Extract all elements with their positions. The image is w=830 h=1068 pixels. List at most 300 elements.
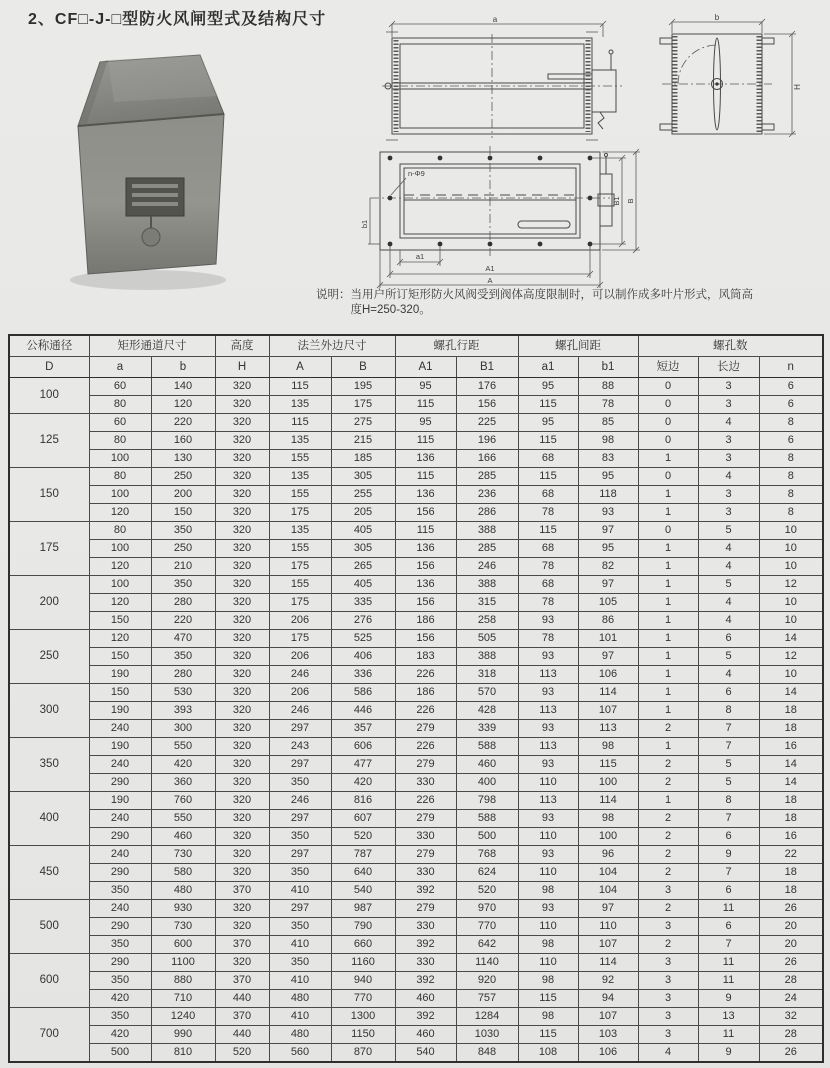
table-cell: 320	[215, 414, 269, 432]
table-cell: 286	[456, 504, 518, 522]
table-cell: 12	[759, 576, 823, 594]
table-cell: 642	[456, 936, 518, 954]
diameter-cell: 300	[9, 684, 89, 738]
table-cell: 100	[89, 576, 151, 594]
table-cell: 176	[456, 378, 518, 396]
table-cell: 279	[395, 846, 456, 864]
table-cell: 11	[698, 1026, 759, 1044]
table-row	[9, 702, 823, 720]
table-cell: 120	[151, 396, 215, 414]
table-row	[9, 738, 823, 756]
table-cell: 550	[151, 738, 215, 756]
table-cell: 320	[215, 558, 269, 576]
table-cell: 1160	[331, 954, 395, 972]
table-cell: 113	[518, 666, 578, 684]
table-cell: 26	[759, 900, 823, 918]
table-cell: 95	[518, 414, 578, 432]
table-cell: 320	[215, 918, 269, 936]
note-label: 说明：	[316, 289, 351, 301]
table-cell: 10	[759, 522, 823, 540]
table-row	[9, 1026, 823, 1044]
table-cell: 480	[269, 990, 331, 1008]
table-cell: 392	[395, 1008, 456, 1026]
table-cell: 246	[269, 702, 331, 720]
table-cell: 2	[638, 900, 698, 918]
table-cell: 279	[395, 720, 456, 738]
table-cell: 95	[578, 468, 638, 486]
table-cell: 370	[215, 1008, 269, 1026]
table-cell: 279	[395, 756, 456, 774]
table-cell: 370	[215, 972, 269, 990]
table-cell: 107	[578, 936, 638, 954]
table-cell: 96	[578, 846, 638, 864]
table-cell: 60	[89, 414, 151, 432]
table-cell: 420	[89, 1026, 151, 1044]
table-cell: 290	[89, 918, 151, 936]
table-cell: 320	[215, 720, 269, 738]
table-cell: 226	[395, 666, 456, 684]
column-header: 短边	[638, 357, 698, 378]
table-cell: 110	[518, 774, 578, 792]
section-view-drawing	[638, 14, 810, 150]
table-cell: 540	[331, 882, 395, 900]
table-cell: 225	[456, 414, 518, 432]
table-cell: 80	[89, 432, 151, 450]
table-cell: 2	[638, 810, 698, 828]
table-cell: 880	[151, 972, 215, 990]
table-cell: 290	[89, 864, 151, 882]
table-cell: 68	[518, 450, 578, 468]
table-cell: 588	[456, 810, 518, 828]
table-cell: 190	[89, 738, 151, 756]
table-cell: 2	[638, 774, 698, 792]
table-row	[9, 756, 823, 774]
table-cell: 279	[395, 900, 456, 918]
table-cell: 100	[578, 828, 638, 846]
table-cell: 870	[331, 1044, 395, 1063]
table-cell: 20	[759, 918, 823, 936]
table-cell: 3	[698, 450, 759, 468]
table-cell: 276	[331, 612, 395, 630]
table-cell: 183	[395, 648, 456, 666]
table-cell: 350	[89, 1008, 151, 1026]
table-cell: 10	[759, 666, 823, 684]
table-cell: 2	[638, 846, 698, 864]
table-cell: 330	[395, 918, 456, 936]
table-cell: 9	[698, 990, 759, 1008]
table-cell: 14	[759, 684, 823, 702]
table-cell: 115	[395, 432, 456, 450]
table-cell: 350	[151, 648, 215, 666]
table-cell: 320	[215, 900, 269, 918]
table-cell: 156	[395, 594, 456, 612]
table-row	[9, 864, 823, 882]
table-cell: 8	[759, 486, 823, 504]
table-cell: 60	[89, 378, 151, 396]
table-cell: 4	[698, 558, 759, 576]
table-row	[9, 774, 823, 792]
table-cell: 86	[578, 612, 638, 630]
table-cell: 26	[759, 954, 823, 972]
table-cell: 320	[215, 666, 269, 684]
table-cell: 320	[215, 648, 269, 666]
table-cell: 5	[698, 576, 759, 594]
table-cell: 790	[331, 918, 395, 936]
table-cell: 11	[698, 900, 759, 918]
table-cell: 258	[456, 612, 518, 630]
table-cell: 0	[638, 468, 698, 486]
table-cell: 920	[456, 972, 518, 990]
table-cell: 540	[395, 1044, 456, 1063]
table-cell: 93	[518, 810, 578, 828]
table-cell: 92	[578, 972, 638, 990]
table-cell: 150	[89, 648, 151, 666]
hole-count-label: n-Φ9	[408, 169, 425, 178]
table-cell: 18	[759, 864, 823, 882]
diameter-cell: 175	[9, 522, 89, 576]
table-cell: 480	[151, 882, 215, 900]
diameter-cell: 400	[9, 792, 89, 846]
note-text	[351, 288, 754, 318]
table-cell: 4	[698, 666, 759, 684]
table-cell: 104	[578, 882, 638, 900]
column-group-header: 螺孔数	[638, 335, 823, 357]
table-cell: 11	[698, 954, 759, 972]
table-cell: 106	[578, 1044, 638, 1063]
table-cell: 10	[759, 558, 823, 576]
table-cell: 103	[578, 1026, 638, 1044]
table-cell: 120	[89, 594, 151, 612]
table-cell: 236	[456, 486, 518, 504]
table-cell: 550	[151, 810, 215, 828]
table-cell: 339	[456, 720, 518, 738]
table-cell: 113	[578, 720, 638, 738]
table-cell: 350	[269, 864, 331, 882]
table-cell: 12	[759, 648, 823, 666]
column-header: b1	[578, 357, 638, 378]
table-cell: 185	[331, 450, 395, 468]
table-cell: 290	[89, 774, 151, 792]
table-cell: 186	[395, 612, 456, 630]
table-cell: 115	[395, 468, 456, 486]
table-row	[9, 684, 823, 702]
table-cell: 115	[395, 396, 456, 414]
table-cell: 770	[331, 990, 395, 1008]
table-cell: 98	[578, 432, 638, 450]
table-cell: 1	[638, 666, 698, 684]
table-cell: 3	[638, 1026, 698, 1044]
table-cell: 78	[578, 396, 638, 414]
table-cell: 156	[395, 504, 456, 522]
table-row	[9, 972, 823, 990]
table-cell: 93	[518, 846, 578, 864]
table-cell: 330	[395, 774, 456, 792]
table-cell: 115	[518, 468, 578, 486]
table-cell: 1	[638, 630, 698, 648]
table-cell: 80	[89, 396, 151, 414]
table-cell: 405	[331, 522, 395, 540]
column-header: H	[215, 357, 269, 378]
table-row	[9, 576, 823, 594]
table-cell: 320	[215, 450, 269, 468]
table-cell: 156	[395, 630, 456, 648]
table-cell: 118	[578, 486, 638, 504]
spring-squiggle	[598, 112, 604, 129]
table-cell: 470	[151, 630, 215, 648]
dim-label-a1: a1	[415, 252, 425, 261]
table-cell: 68	[518, 540, 578, 558]
table-cell: 1	[638, 486, 698, 504]
column-group-header: 高度	[215, 335, 269, 357]
table-cell: 285	[456, 540, 518, 558]
table-cell: 206	[269, 648, 331, 666]
table-cell: 13	[698, 1008, 759, 1026]
table-cell: 0	[638, 414, 698, 432]
table-cell: 93	[518, 756, 578, 774]
table-row	[9, 792, 823, 810]
table-cell: 115	[269, 378, 331, 396]
table-cell: 420	[151, 756, 215, 774]
table-cell: 320	[215, 432, 269, 450]
dimension-table	[8, 334, 824, 1063]
table-cell: 93	[578, 504, 638, 522]
table-cell: 136	[395, 540, 456, 558]
table-cell: 400	[456, 774, 518, 792]
table-cell: 336	[331, 666, 395, 684]
table-cell: 335	[331, 594, 395, 612]
handle-bracket	[600, 174, 612, 226]
table-cell: 190	[89, 666, 151, 684]
table-cell: 607	[331, 810, 395, 828]
table-cell: 114	[578, 684, 638, 702]
table-cell: 114	[578, 792, 638, 810]
table-cell: 3	[638, 954, 698, 972]
table-cell: 350	[269, 828, 331, 846]
table-cell: 606	[331, 738, 395, 756]
table-cell: 520	[215, 1044, 269, 1063]
table-cell: 388	[456, 576, 518, 594]
table-cell: 7	[698, 810, 759, 828]
table-cell: 320	[215, 594, 269, 612]
table-cell: 1240	[151, 1008, 215, 1026]
diameter-cell: 200	[9, 576, 89, 630]
table-cell: 388	[456, 522, 518, 540]
table-cell: 250	[151, 540, 215, 558]
table-cell: 97	[578, 522, 638, 540]
table-cell: 320	[215, 504, 269, 522]
table-cell: 290	[89, 954, 151, 972]
table-cell: 7	[698, 936, 759, 954]
table-cell: 10	[759, 612, 823, 630]
table-cell: 135	[269, 468, 331, 486]
table-cell: 18	[759, 720, 823, 738]
table-cell: 350	[151, 522, 215, 540]
column-header: A	[269, 357, 331, 378]
table-cell: 3	[638, 918, 698, 936]
table-cell: 115	[518, 432, 578, 450]
table-cell: 8	[698, 702, 759, 720]
table-cell: 95	[578, 540, 638, 558]
table-cell: 98	[518, 972, 578, 990]
table-row	[9, 900, 823, 918]
table-cell: 6	[698, 630, 759, 648]
table-cell: 226	[395, 738, 456, 756]
table-cell: 392	[395, 882, 456, 900]
column-header: n	[759, 357, 823, 378]
table-cell: 798	[456, 792, 518, 810]
table-cell: 120	[89, 630, 151, 648]
table-cell: 136	[395, 450, 456, 468]
table-cell: 10	[759, 540, 823, 558]
table-cell: 5	[698, 774, 759, 792]
table-cell: 136	[395, 486, 456, 504]
actuator-box	[592, 70, 616, 112]
table-cell: 95	[395, 414, 456, 432]
table-cell: 2	[638, 756, 698, 774]
table-row	[9, 1044, 823, 1063]
table-cell: 297	[269, 900, 331, 918]
table-cell: 6	[759, 396, 823, 414]
table-cell: 320	[215, 684, 269, 702]
table-cell: 98	[578, 810, 638, 828]
table-cell: 275	[331, 414, 395, 432]
table-cell: 320	[215, 738, 269, 756]
table-cell: 1284	[456, 1008, 518, 1026]
dim-label-B1: B1	[612, 196, 621, 206]
table-cell: 560	[269, 1044, 331, 1063]
table-cell: 1	[638, 450, 698, 468]
table-cell: 4	[698, 468, 759, 486]
table-cell: 97	[578, 900, 638, 918]
table-cell: 460	[151, 828, 215, 846]
table-cell: 405	[331, 576, 395, 594]
column-header: b	[151, 357, 215, 378]
table-row	[9, 450, 823, 468]
table-cell: 105	[578, 594, 638, 612]
table-cell: 220	[151, 414, 215, 432]
table-cell: 410	[269, 972, 331, 990]
table-cell: 6	[698, 684, 759, 702]
table-cell: 8	[759, 468, 823, 486]
note-line-1: 当用户所订矩形防火风阀受到阀体高度限制时，可以制作成多叶片形式，风筒高	[350, 289, 753, 301]
table-cell: 28	[759, 972, 823, 990]
table-cell: 440	[215, 1026, 269, 1044]
table-cell: 406	[331, 648, 395, 666]
table-cell: 136	[395, 576, 456, 594]
table-cell: 100	[89, 486, 151, 504]
table-cell: 113	[518, 738, 578, 756]
table-cell: 440	[215, 990, 269, 1008]
table-cell: 186	[395, 684, 456, 702]
table-cell: 586	[331, 684, 395, 702]
table-cell: 297	[269, 720, 331, 738]
table-cell: 83	[578, 450, 638, 468]
table-cell: 4	[698, 612, 759, 630]
table-cell: 290	[89, 828, 151, 846]
front-view-drawing	[360, 144, 668, 288]
table-cell: 370	[215, 882, 269, 900]
table-cell: 460	[395, 990, 456, 1008]
column-group-header: 螺孔间距	[518, 335, 638, 357]
table-cell: 26	[759, 1044, 823, 1063]
table-cell: 710	[151, 990, 215, 1008]
column-header: A1	[395, 357, 456, 378]
table-cell: 78	[518, 558, 578, 576]
table-cell: 115	[518, 990, 578, 1008]
table-cell: 420	[331, 774, 395, 792]
table-cell: 175	[331, 396, 395, 414]
table-cell: 848	[456, 1044, 518, 1063]
table-cell: 392	[395, 936, 456, 954]
table-cell: 156	[456, 396, 518, 414]
table-cell: 1	[638, 702, 698, 720]
table-cell: 243	[269, 738, 331, 756]
table-cell: 95	[395, 378, 456, 396]
table-cell: 110	[518, 918, 578, 936]
table-row	[9, 810, 823, 828]
table-cell: 280	[151, 666, 215, 684]
table-cell: 113	[518, 792, 578, 810]
table-cell: 500	[456, 828, 518, 846]
table-cell: 305	[331, 540, 395, 558]
table-row	[9, 882, 823, 900]
table-cell: 205	[331, 504, 395, 522]
table-cell: 3	[698, 396, 759, 414]
table-cell: 305	[331, 468, 395, 486]
table-cell: 196	[456, 432, 518, 450]
table-row	[9, 828, 823, 846]
fusible-link-bar	[548, 74, 592, 79]
table-cell: 110	[518, 864, 578, 882]
table-cell: 200	[151, 486, 215, 504]
table-cell: 156	[395, 558, 456, 576]
table-cell: 0	[638, 378, 698, 396]
table-cell: 7	[698, 738, 759, 756]
table-cell: 97	[578, 648, 638, 666]
table-cell: 100	[89, 540, 151, 558]
table-row	[9, 846, 823, 864]
table-cell: 350	[269, 774, 331, 792]
table-cell: 20	[759, 936, 823, 954]
table-cell: 3	[638, 972, 698, 990]
table-cell: 3	[698, 378, 759, 396]
table-cell: 320	[215, 630, 269, 648]
table-cell: 1	[638, 792, 698, 810]
table-cell: 246	[456, 558, 518, 576]
column-group-header: 螺孔行距	[395, 335, 518, 357]
table-cell: 14	[759, 630, 823, 648]
table-cell: 816	[331, 792, 395, 810]
table-cell: 155	[269, 576, 331, 594]
table-row	[9, 396, 823, 414]
table-cell: 215	[331, 432, 395, 450]
table-cell: 3	[638, 1008, 698, 1026]
table-cell: 114	[578, 954, 638, 972]
table-cell: 98	[518, 882, 578, 900]
table-cell: 206	[269, 684, 331, 702]
table-cell: 1	[638, 594, 698, 612]
table-cell: 18	[759, 810, 823, 828]
table-cell: 477	[331, 756, 395, 774]
table-cell: 6	[698, 828, 759, 846]
table-row	[9, 990, 823, 1008]
table-cell: 85	[578, 414, 638, 432]
table-cell: 810	[151, 1044, 215, 1063]
diameter-cell: 150	[9, 468, 89, 522]
table-cell: 115	[269, 414, 331, 432]
table-cell: 82	[578, 558, 638, 576]
fusible-slot	[518, 221, 570, 228]
